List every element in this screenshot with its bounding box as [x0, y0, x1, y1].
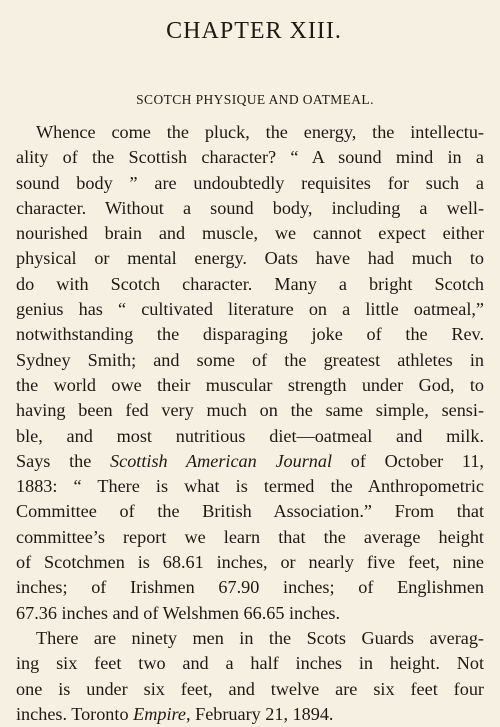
text-line: notwithstanding the disparaging joke of the Rev.: [16, 324, 484, 345]
text-line: ality of the Scottish character? “ A sound mind in a: [16, 147, 484, 168]
text-run: of October 11,: [332, 450, 484, 471]
text-run: , February 21, 1894.: [185, 703, 334, 724]
text-line: ing six feet two and a half inches in height. Not: [16, 653, 484, 674]
text-line: inches; of Irishmen 67.90 inches; of Englishmen: [16, 577, 484, 598]
text-line: committee’s report we learn that the average height: [16, 526, 484, 547]
text-line: Whence come the pluck, the energy, the intellectu-: [36, 122, 484, 142]
text-line-with-italic: [16, 449, 484, 474]
text-line: physical or mental energy. Oats have had much to: [16, 248, 484, 269]
text-line: of Scotchmen is 68.61 inches, or nearly five feet, nine: [16, 552, 484, 573]
journal-title: Scottish American Journal: [110, 450, 333, 471]
chapter-title: CHAPTER XIII.: [166, 18, 342, 44]
text-line: character. Without a sound body, including a well-: [16, 197, 484, 218]
text-line: having been fed very much on the same simple, sensi-: [16, 400, 484, 421]
text-line: 67.36 inches and of Welshmen 66.65 inches.: [16, 602, 340, 623]
text-line: sound body ” are undoubtedly requisites for such a: [16, 172, 484, 193]
text-line: nourished brain and muscle, we cannot expect either: [16, 223, 484, 244]
text-run: inches. Toronto: [16, 703, 134, 724]
text-line: do with Scotch character. Many a bright Scotch: [16, 273, 484, 294]
text-line: one is under six feet, and twelve are six feet four: [16, 678, 484, 699]
paragraph-2: [16, 626, 484, 727]
text-run: Says the: [16, 450, 111, 471]
text-line: Committee of the British Association.” From that: [16, 501, 484, 522]
section-title: SCOTCH PHYSIQUE AND OATMEAL.: [136, 92, 374, 107]
text-line-with-italic: [16, 702, 484, 727]
text-line: ble, and most nutritious diet—oatmeal and milk.: [16, 425, 484, 446]
paragraph-1: [16, 120, 484, 626]
text-line: the world owe their muscular strength under God, to: [16, 374, 484, 395]
text-line: genius has “ cultivated literature on a little oatmeal,”: [16, 299, 484, 320]
text-line: There are ninety men in the Scots Guards averag-: [36, 627, 484, 648]
text-line: Sydney Smith; and some of the greatest athletes in: [16, 349, 484, 370]
text-line: 1883: “ There is what is termed the Anthropometric: [16, 476, 484, 497]
newspaper-title: Empire: [133, 703, 186, 724]
